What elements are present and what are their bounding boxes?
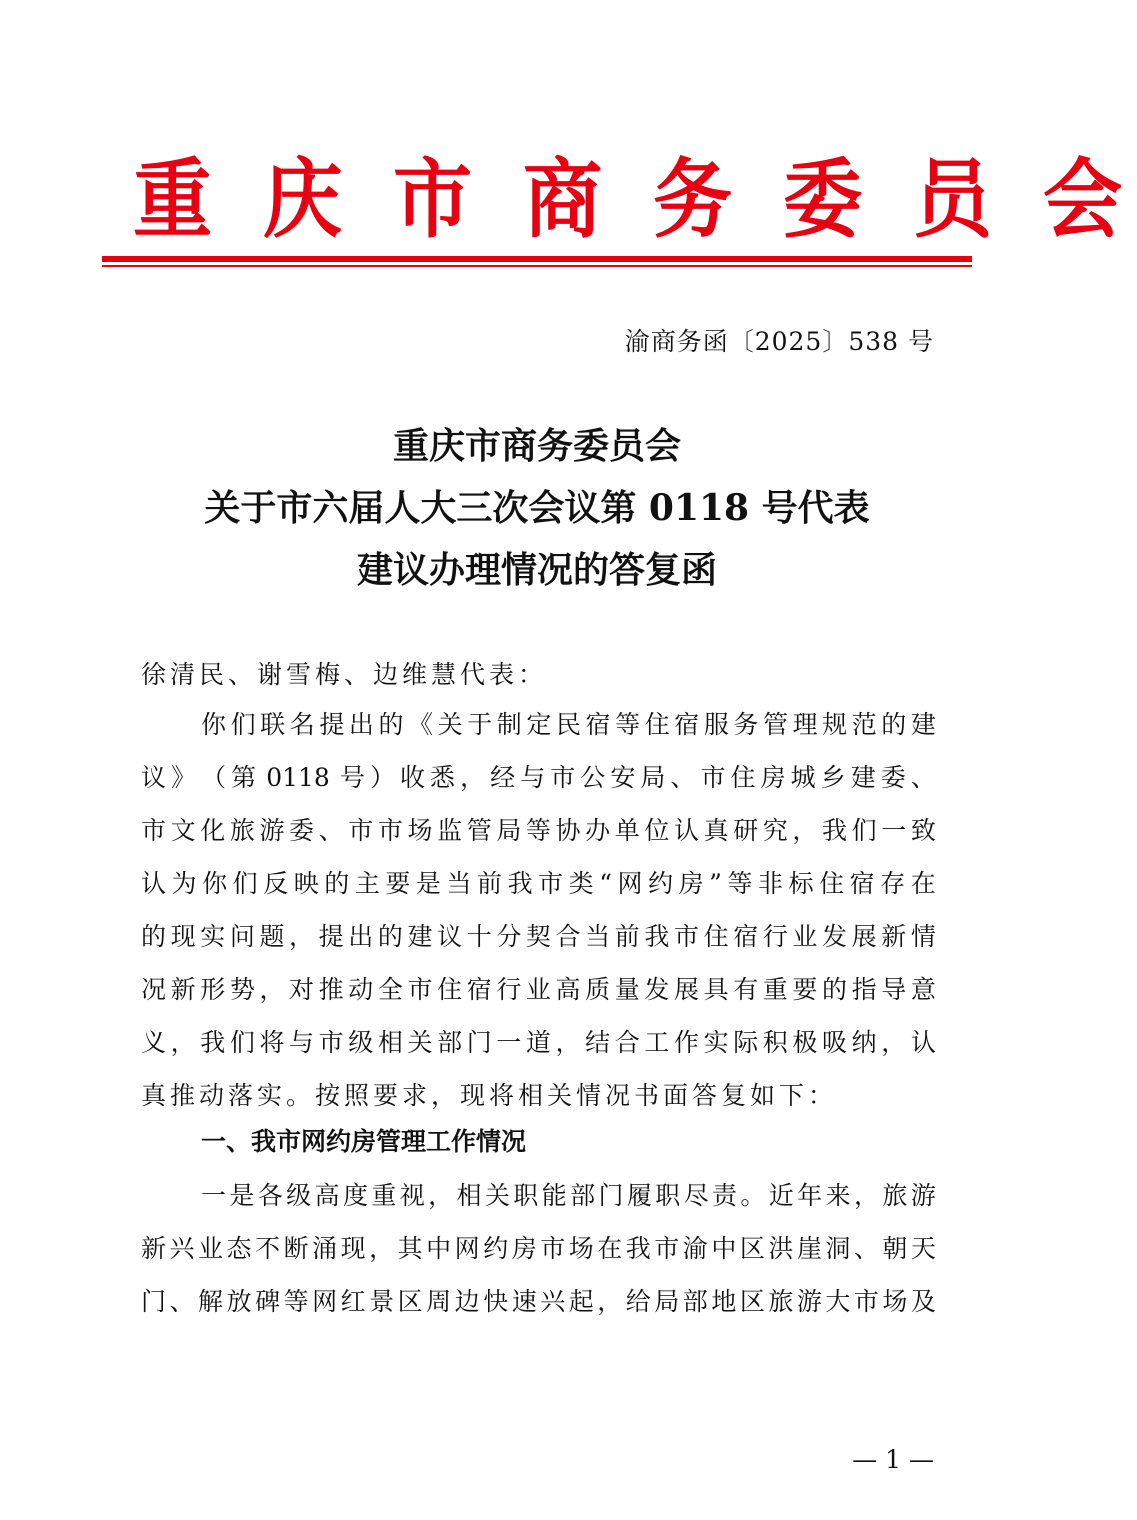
text-line [141,1016,936,1069]
masthead-char: 务 [652,149,733,250]
text-line [141,1275,936,1328]
line-text: 的 现 实 问 题 ， 提 出 的 建 议 十 分 契 合 当 前 我 市 住 宿 行 业 发 展 新 情 [141,922,936,951]
text-line [141,1222,936,1275]
title-line: 关于市六届人大三次会议第 0118 号代表 [204,487,870,529]
text-line [141,1069,936,1122]
text-line [141,1169,936,1222]
paragraph [141,1169,936,1328]
salutation: 徐清民、谢雪梅、边维慧代表： [141,660,548,689]
masthead-char: 商 [522,149,603,250]
line-text: 市 文 化 旅 游 委 、 市 市 场 监 管 局 等 协 办 单 位 认 真 研 究 ， 我 们 一 致 [141,816,936,845]
text-line [141,804,936,857]
text-line [141,963,936,1016]
masthead-char: 委 [782,149,863,250]
line-text: 新 兴 业 态 不 断 涌 现 ， 其 中 网 约 房 市 场 在 我 市 渝 中 区 洪 崖 洞 、 朝 天 [141,1234,936,1263]
paragraph [141,698,936,1122]
line-text: 况 新 形 势 ， 对 推 动 全 市 住 宿 行 业 高 质 量 发 展 具 有 重 要 的 指 导 意 [141,975,936,1004]
text-line [141,857,936,910]
red-divider-thick [102,256,972,262]
line-text: 门 、 解 放 碑 等 网 红 景 区 周 边 快 速 兴 起 ， 给 局 部 地 区 旅 游 大 市 场 及 [141,1287,936,1316]
text-line [141,751,936,804]
line-text: 议 》 （ 第 0118 号 ） 收 悉 ， 经 与 市 公 安 局 、 市 住 房 城 乡 建 委 、 [141,763,936,792]
document-title [0,415,1074,601]
text-line [141,698,936,751]
line-text: 认 为 你 们 反 映 的 主 要 是 当 前 我 市 类 “ 网 约 房 ” 等 非 标 住 宿 存 在 [141,869,936,898]
masthead-char: 庆 [262,149,343,250]
title-line: 建议办理情况的答复函 [356,549,717,591]
line-text: 一 是 各 级 高 度 重 视 ， 相 关 职 能 部 门 履 职 尽 责 。 近 年 来 ， 旅 游 [201,1181,936,1210]
masthead [102,149,1123,250]
title-line: 重庆市商务委员会 [392,425,681,467]
masthead-char: 市 [392,149,473,250]
line-text: 义 ， 我 们 将 与 市 级 相 关 部 门 一 道 ， 结 合 工 作 实 际 积 极 吸 纳 ， 认 [141,1028,936,1057]
red-divider-thin [102,265,972,267]
text-line [141,910,936,963]
document-number: 渝商务函〔2025〕538 号 [624,327,934,356]
section-heading: 一、我市网约房管理工作情况 [201,1127,527,1156]
line-text: 真推动落实。按照要求，现将相关情况书面答复如下： [141,1081,838,1110]
masthead-char: 会 [1042,149,1123,250]
page-number: — 1 — [852,1445,934,1474]
line-text: 你 们 联 名 提 出 的 《 关 于 制 定 民 宿 等 住 宿 服 务 管 理 规 范 的 建 [201,710,936,739]
masthead-char: 重 [132,149,213,250]
masthead-char: 员 [912,149,993,250]
